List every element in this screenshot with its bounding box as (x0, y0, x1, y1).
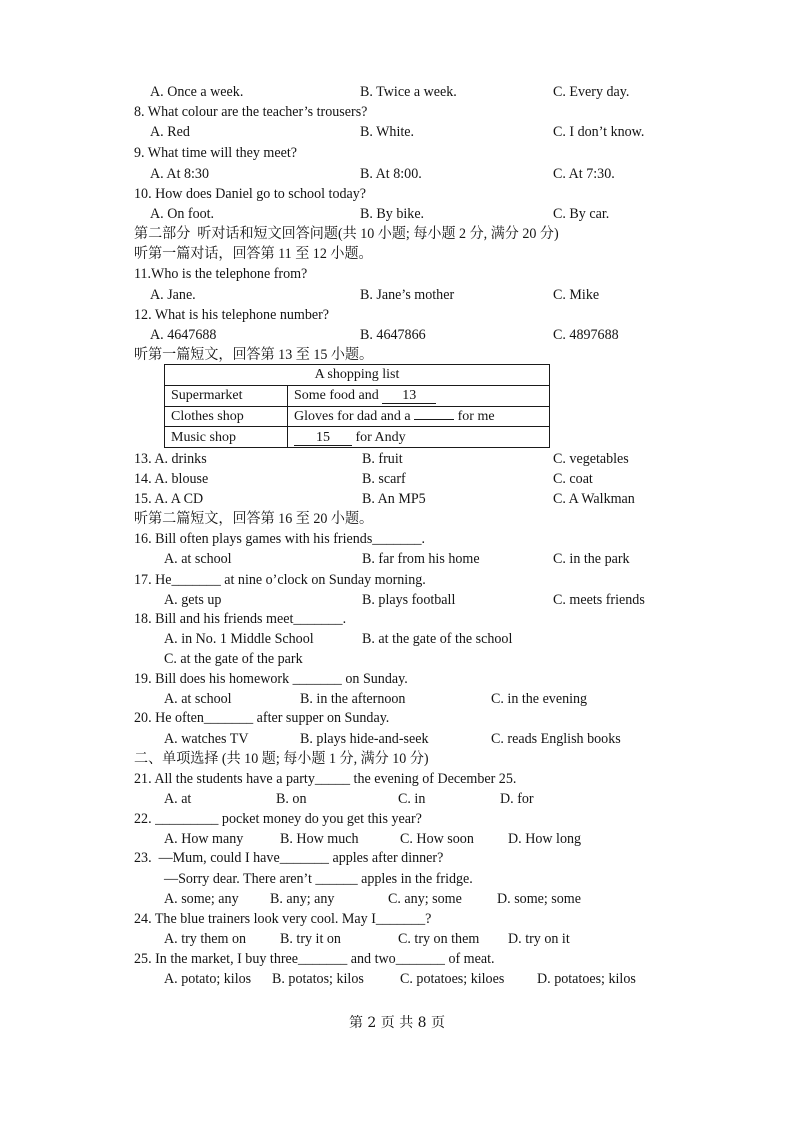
text-line: 11.Who is the telephone from? (134, 266, 308, 282)
text-line: D. for (500, 791, 534, 807)
table-row (165, 385, 550, 406)
text-line: B. By bike. (360, 206, 425, 222)
table-cell-item (288, 385, 550, 406)
answer-blank-14 (414, 419, 454, 420)
table-cell-item (288, 427, 550, 448)
text-line: 12. What is his telephone number? (134, 307, 330, 323)
text-line: A. at (164, 791, 192, 807)
text-line: A. potato; kilos (164, 971, 252, 987)
text-line: 20. He often_______ after supper on Sunday. (134, 710, 390, 726)
text-line: 第二部分 听对话和短文回答问题(共 10 小题; 每小题 2 分, 满分 20 分) (134, 226, 559, 242)
text-line: C. Every day. (553, 84, 630, 100)
text-line: B. on (276, 791, 307, 807)
text-line: D. some; some (497, 891, 581, 907)
text-line: B. How much (280, 831, 359, 847)
text-line: 9. What time will they meet? (134, 145, 298, 161)
text-line: C. At 7:30. (553, 166, 615, 182)
text-line: A. try them on (164, 931, 247, 947)
text-line: B. plays hide-and-seek (300, 731, 429, 747)
text-line: C. coat (553, 471, 593, 487)
table-row (165, 427, 550, 448)
text-line: A. Once a week. (150, 84, 244, 100)
text-line: A. some; any (164, 891, 239, 907)
text-line: B. try it on (280, 931, 341, 947)
text-line: C. any; some (388, 891, 462, 907)
text-line: A. How many (164, 831, 244, 847)
text-line: 15. A. A CD (134, 491, 204, 507)
table-header-row (165, 365, 550, 386)
text-line: C. in the park (553, 551, 630, 567)
text-line: B. An MP5 (362, 491, 426, 507)
text-line: A. At 8:30 (150, 166, 210, 182)
text-line: A. On foot. (150, 206, 215, 222)
text-line: 听第二篇短文，回答第 16 至 20 小题。 (134, 511, 374, 527)
answer-blank-13: 13 (382, 389, 436, 404)
text-line: B. plays football (362, 592, 456, 608)
answer-blank-15: 15 (294, 431, 352, 446)
text-line: —Sorry dear. There aren’t ______ apples in the fridge. (164, 871, 473, 887)
text-line: B. 4647866 (360, 327, 426, 343)
text-line: B. fruit (362, 451, 403, 467)
text-line: 8. What colour are the teacher’s trousers? (134, 104, 368, 120)
item-text: Some food and (294, 388, 383, 404)
text-line: 二、单项选择 (共 10 题; 每小题 1 分, 满分 10 分) (134, 751, 429, 767)
text-line: C. at the gate of the park (164, 651, 303, 667)
table-cell-item (288, 406, 550, 427)
table-cell-place: Clothes shop (165, 406, 288, 427)
text-line: C. meets friends (553, 592, 645, 608)
text-line: 22. _________ pocket money do you get this year? (134, 811, 422, 827)
text-line: C. reads English books (491, 731, 621, 747)
text-line: A. 4647688 (150, 327, 217, 343)
text-line: C. in the evening (491, 691, 588, 707)
text-line: C. How soon (400, 831, 474, 847)
text-line: B. scarf (362, 471, 406, 487)
text-line: C. By car. (553, 206, 610, 222)
text-line: A. Red (150, 124, 190, 140)
text-line: 10. How does Daniel go to school today? (134, 186, 367, 202)
text-line: 19. Bill does his homework _______ on Sunday. (134, 671, 408, 687)
text-line: C. potatoes; kiloes (400, 971, 505, 987)
text-line: 24. The blue trainers look very cool. May I_______? (134, 911, 432, 927)
text-line: A. watches TV (164, 731, 249, 747)
text-line: B. Twice a week. (360, 84, 457, 100)
text-line: 25. In the market, I buy three_______ and two_______ of meat. (134, 951, 495, 967)
text-line: B. any; any (270, 891, 335, 907)
text-line: B. Jane’s mother (360, 287, 455, 303)
table-cell-place: Music shop (165, 427, 288, 448)
text-line: A. at school (164, 551, 232, 567)
text-line: B. White. (360, 124, 415, 140)
table-row (165, 406, 550, 427)
text-line: A. gets up (164, 592, 222, 608)
text-line: B. at the gate of the school (362, 631, 513, 647)
text-line: 听第一篇短文，回答第 13 至 15 小题。 (134, 347, 374, 363)
text-line: D. How long (508, 831, 582, 847)
page-footer: 第 2 页 共 8 页 (348, 1015, 446, 1031)
text-line: B. in the afternoon (300, 691, 406, 707)
text-line: D. potatoes; kilos (537, 971, 636, 987)
text-line: C. Mike (553, 287, 600, 303)
shopping-list-table (164, 364, 550, 448)
item-text: Gloves for dad and a (294, 408, 415, 424)
table-title: A shopping list (165, 365, 550, 386)
item-tail: for Andy (352, 429, 406, 445)
text-line: C. I don’t know. (553, 124, 645, 140)
text-line: 16. Bill often plays games with his friends_______. (134, 531, 426, 547)
text-line: B. At 8:00. (360, 166, 422, 182)
text-line: A. Jane. (150, 287, 196, 303)
text-line: 听第一篇对话，回答第 11 至 12 小题。 (134, 246, 373, 262)
table-cell-place: Supermarket (165, 385, 288, 406)
text-line: B. far from his home (362, 551, 480, 567)
item-tail: for me (454, 408, 495, 424)
text-line: C. in (398, 791, 426, 807)
text-line: D. try on it (508, 931, 570, 947)
text-line: 23. —Mum, could I have_______ apples after dinner? (134, 850, 444, 866)
text-line: A. in No. 1 Middle School (164, 631, 314, 647)
text-line: 13. A. drinks (134, 451, 207, 467)
text-line: 14. A. blouse (134, 471, 209, 487)
text-line: C. 4897688 (553, 327, 619, 343)
text-line: C. try on them (398, 931, 480, 947)
text-line: C. vegetables (553, 451, 629, 467)
text-line: B. potatos; kilos (272, 971, 364, 987)
text-line: C. A Walkman (553, 491, 635, 507)
text-line: 17. He_______ at nine o’clock on Sunday morning. (134, 572, 426, 588)
text-line: A. at school (164, 691, 232, 707)
text-line: 21. All the students have a party_____ the evening of December 25. (134, 771, 517, 787)
text-line: 18. Bill and his friends meet_______. (134, 611, 347, 627)
